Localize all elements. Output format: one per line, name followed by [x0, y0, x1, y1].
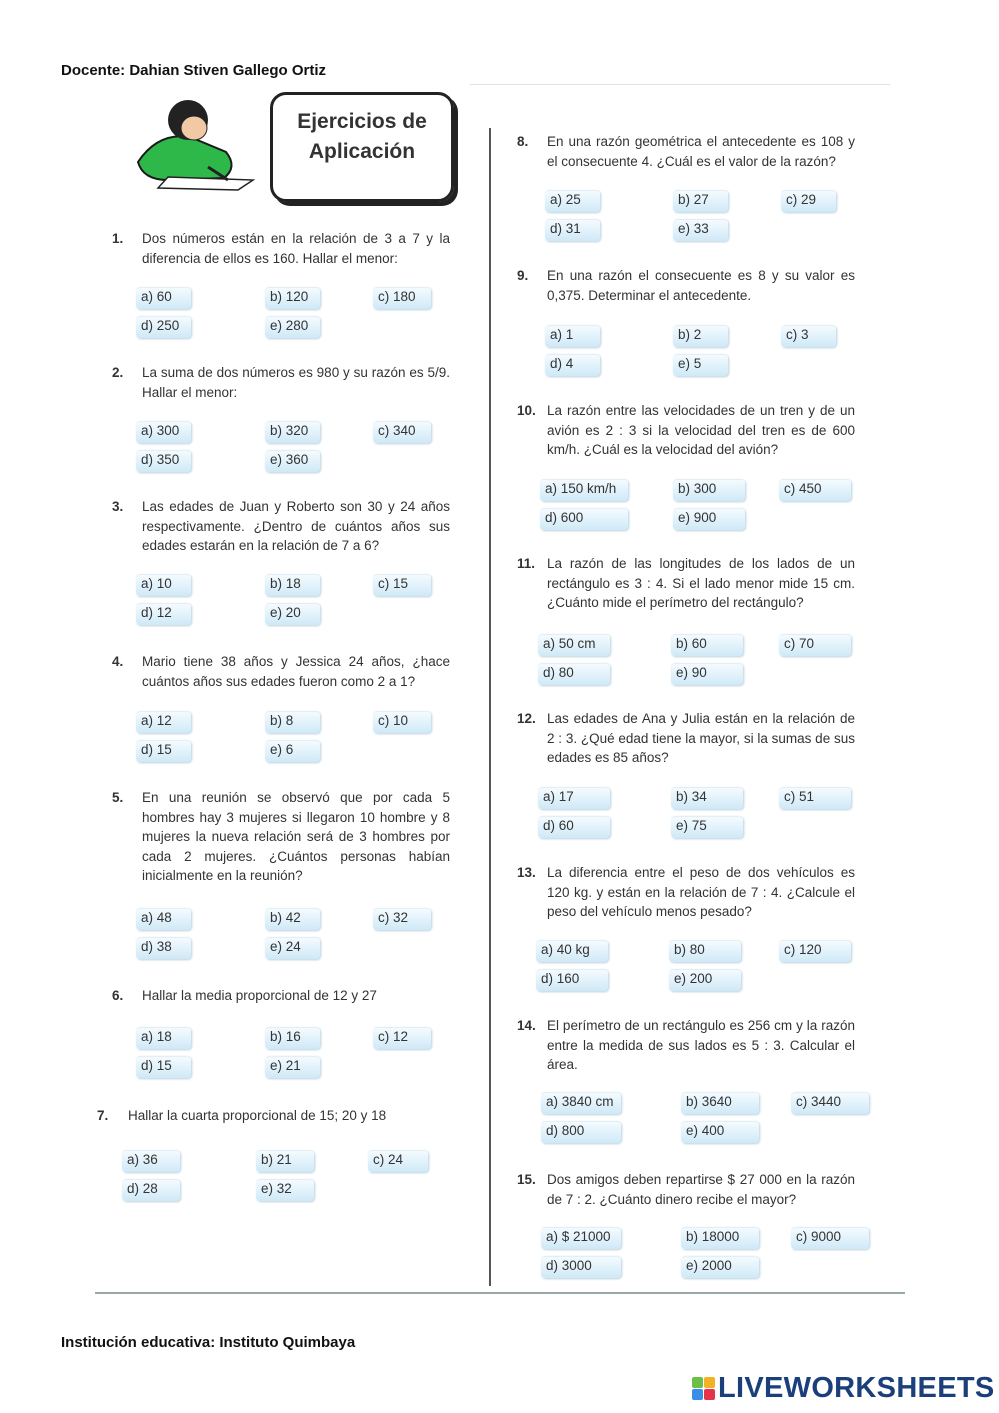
answer-option[interactable]: e) 2000	[681, 1256, 759, 1278]
question-number: 13.	[517, 865, 536, 880]
question-text: Hallar la media proporcional de 12 y 27	[142, 988, 377, 1003]
answer-option[interactable]: e) 280	[265, 316, 320, 338]
answer-option[interactable]: c) 3440	[791, 1092, 869, 1114]
question-number: 3.	[112, 499, 124, 514]
question-number: 2.	[112, 365, 124, 380]
answer-option[interactable]: b) 18	[265, 574, 320, 596]
answer-option[interactable]: c) 120	[779, 940, 851, 962]
answer-option[interactable]: a) 48	[136, 908, 191, 930]
answer-option[interactable]: a) 17	[538, 787, 610, 809]
answer-option[interactable]: d) 350	[136, 450, 191, 472]
answer-option[interactable]: d) 31	[545, 219, 600, 241]
answer-option[interactable]: d) 12	[136, 603, 191, 625]
answer-option[interactable]: b) 3640	[681, 1092, 759, 1114]
question-text: Hallar la cuarta proporcional de 15; 20 y 18	[128, 1108, 387, 1123]
question-number: 9.	[517, 268, 529, 283]
answer-option[interactable]: b) 18000	[681, 1227, 759, 1249]
question-number: 4.	[112, 654, 124, 669]
answer-option[interactable]: d) 800	[541, 1121, 621, 1143]
answer-option[interactable]: b) 21	[256, 1150, 314, 1172]
question-number: 8.	[517, 134, 529, 149]
question-number: 6.	[112, 988, 124, 1003]
answer-option[interactable]: e) 32	[256, 1179, 314, 1201]
question-number: 7.	[97, 1108, 109, 1123]
answer-option[interactable]: e) 20	[265, 603, 320, 625]
answer-option[interactable]: b) 42	[265, 908, 320, 930]
answer-option[interactable]: a) 50 cm	[538, 634, 610, 656]
teacher-name: Docente: Dahian Stiven Gallego Ortiz	[61, 62, 327, 79]
answer-option[interactable]: a) 40 kg	[536, 940, 608, 962]
answer-option[interactable]: a) 60	[136, 287, 191, 309]
answer-option[interactable]: b) 16	[265, 1027, 320, 1049]
answer-option[interactable]: a) 3840 cm	[541, 1092, 621, 1114]
answer-option[interactable]: e) 24	[265, 937, 320, 959]
title-line-1: Ejercicios de	[297, 110, 427, 133]
answer-option[interactable]: d) 4	[545, 354, 600, 376]
question-number: 5.	[112, 790, 124, 805]
answer-option[interactable]: a) 150 km/h	[540, 479, 628, 501]
answer-option[interactable]: b) 300	[673, 479, 745, 501]
answer-option[interactable]: b) 60	[671, 634, 743, 656]
question-number: 14.	[517, 1018, 536, 1033]
top-divider	[470, 84, 890, 85]
worksheet-title	[270, 92, 454, 202]
question-text: El perímetro de un rectángulo es 256 cm y la razón entre la medida de sus lados es 5 : 3. Calcular el área.	[547, 1018, 855, 1072]
question-text: La razón de las longitudes de los lados de un rectángulo es 3 : 4. Si el lado menor mide 15 cm. ¿Cuánto mide el perímetro del rectángulo?	[547, 556, 855, 610]
question-text: Mario tiene 38 años y Jessica 24 años, ¿hace cuántos años sus edades fueron como 2 a 1?	[142, 654, 450, 689]
answer-option[interactable]: e) 21	[265, 1056, 320, 1078]
question-number: 12.	[517, 711, 536, 726]
institution-name: Institución educativa: Instituto Quimbaya	[61, 1334, 356, 1351]
answer-option[interactable]: e) 400	[681, 1121, 759, 1143]
logo-text: LIVEWORKSHEETS	[718, 1372, 995, 1404]
answer-option[interactable]: b) 120	[265, 287, 320, 309]
question-text: La diferencia entre el peso de dos vehículos es 120 kg. y están en la relación de 7 : 4. ¿Calcule el peso del vehículo menos pesado?	[547, 865, 855, 919]
answer-option[interactable]: e) 33	[673, 219, 728, 241]
answer-option[interactable]: c) 12	[373, 1027, 431, 1049]
answer-option[interactable]: c) 180	[373, 287, 431, 309]
answer-option[interactable]: d) 80	[538, 663, 610, 685]
question-number: 11.	[517, 556, 536, 571]
answer-option[interactable]: e) 5	[673, 354, 728, 376]
answer-option[interactable]: b) 34	[671, 787, 743, 809]
answer-option[interactable]: c) 51	[779, 787, 851, 809]
answer-option[interactable]: e) 200	[669, 969, 741, 991]
answer-option[interactable]: e) 360	[265, 450, 320, 472]
column-divider	[489, 128, 491, 1286]
question-text: La suma de dos números es 980 y su razón es 5/9. Hallar el menor:	[142, 365, 450, 400]
answer-option[interactable]: c) 9000	[791, 1227, 869, 1249]
answer-option[interactable]: b) 80	[669, 940, 741, 962]
answer-option[interactable]: d) 60	[538, 816, 610, 838]
answer-option[interactable]: a) 12	[136, 711, 191, 733]
question-text: Las edades de Ana y Julia están en la relación de 2 : 3. ¿Qué edad tiene la mayor, si la sumas de sus edades es 85 años?	[547, 711, 855, 765]
answer-option[interactable]: c) 450	[779, 479, 851, 501]
answer-option[interactable]: d) 250	[136, 316, 191, 338]
question-number: 15.	[517, 1172, 536, 1187]
answer-option[interactable]: e) 75	[671, 816, 743, 838]
answer-option[interactable]: d) 15	[136, 740, 191, 762]
question-text: Dos números están en la relación de 3 a 7 y la diferencia de ellos es 160. Hallar el menor:	[142, 231, 450, 266]
answer-option[interactable]: d) 160	[536, 969, 608, 991]
answer-option[interactable]: d) 15	[136, 1056, 191, 1078]
student-writing-illustration	[128, 92, 268, 197]
answer-option[interactable]: b) 8	[265, 711, 320, 733]
question-text: La razón entre las velocidades de un tren y de un avión es 2 : 3 si la velocidad del tren es de 600 km/h. ¿Cuál es la velocidad del avión?	[547, 403, 855, 457]
answer-option[interactable]: c) 10	[373, 711, 431, 733]
answer-option[interactable]: a) $ 21000	[541, 1227, 621, 1249]
answer-option[interactable]: a) 25	[545, 190, 600, 212]
question-text: En una razón geométrica el antecedente es 108 y el consecuente 4. ¿Cuál es el valor de la razón?	[547, 134, 855, 169]
answer-option[interactable]: d) 600	[540, 508, 628, 530]
question-number: 10.	[517, 403, 536, 418]
answer-option[interactable]: c) 70	[779, 634, 851, 656]
answer-option[interactable]: c) 15	[373, 574, 431, 596]
answer-option[interactable]: c) 24	[368, 1150, 428, 1172]
logo-squares-icon	[692, 1377, 715, 1400]
question-number: 1.	[112, 231, 124, 246]
answer-option[interactable]: e) 6	[265, 740, 320, 762]
question-text: En una reunión se observó que por cada 5 hombres hay 3 mujeres si llegaron 10 hombre y 8 mujeres la nueva relación será de 3 hombres por cada 2 mujeres. ¿Cuántos personas habían inicialmente en la reunión?	[142, 790, 450, 883]
answer-option[interactable]: a) 10	[136, 574, 191, 596]
answer-option[interactable]: a) 1	[545, 325, 600, 347]
answer-option[interactable]: d) 28	[122, 1179, 180, 1201]
answer-option[interactable]: c) 29	[781, 190, 836, 212]
bottom-divider	[95, 1292, 905, 1294]
answer-option[interactable]: a) 300	[136, 421, 191, 443]
question-text: Las edades de Juan y Roberto son 30 y 24 años respectivamente. ¿Dentro de cuántos años sus edades estarán en la relación de 7 a 6?	[142, 499, 450, 553]
answer-option[interactable]: e) 90	[671, 663, 743, 685]
answer-option[interactable]: b) 2	[673, 325, 728, 347]
answer-option[interactable]: a) 18	[136, 1027, 191, 1049]
answer-option[interactable]: b) 320	[265, 421, 320, 443]
answer-option[interactable]: c) 32	[373, 908, 431, 930]
answer-option[interactable]: b) 27	[673, 190, 728, 212]
answer-option[interactable]: e) 900	[673, 508, 745, 530]
answer-option[interactable]: d) 3000	[541, 1256, 621, 1278]
liveworksheets-logo	[692, 1372, 995, 1405]
answer-option[interactable]: a) 36	[122, 1150, 180, 1172]
question-text: Dos amigos deben repartirse $ 27 000 en la razón de 7 : 2. ¿Cuánto dinero recibe el mayor?	[547, 1172, 855, 1207]
question-text: En una razón el consecuente es 8 y su valor es 0,375. Determinar el antecedente.	[547, 268, 855, 303]
answer-option[interactable]: d) 38	[136, 937, 191, 959]
answer-option[interactable]: c) 3	[781, 325, 836, 347]
title-line-2: Aplicación	[308, 140, 416, 163]
answer-option[interactable]: c) 340	[373, 421, 431, 443]
